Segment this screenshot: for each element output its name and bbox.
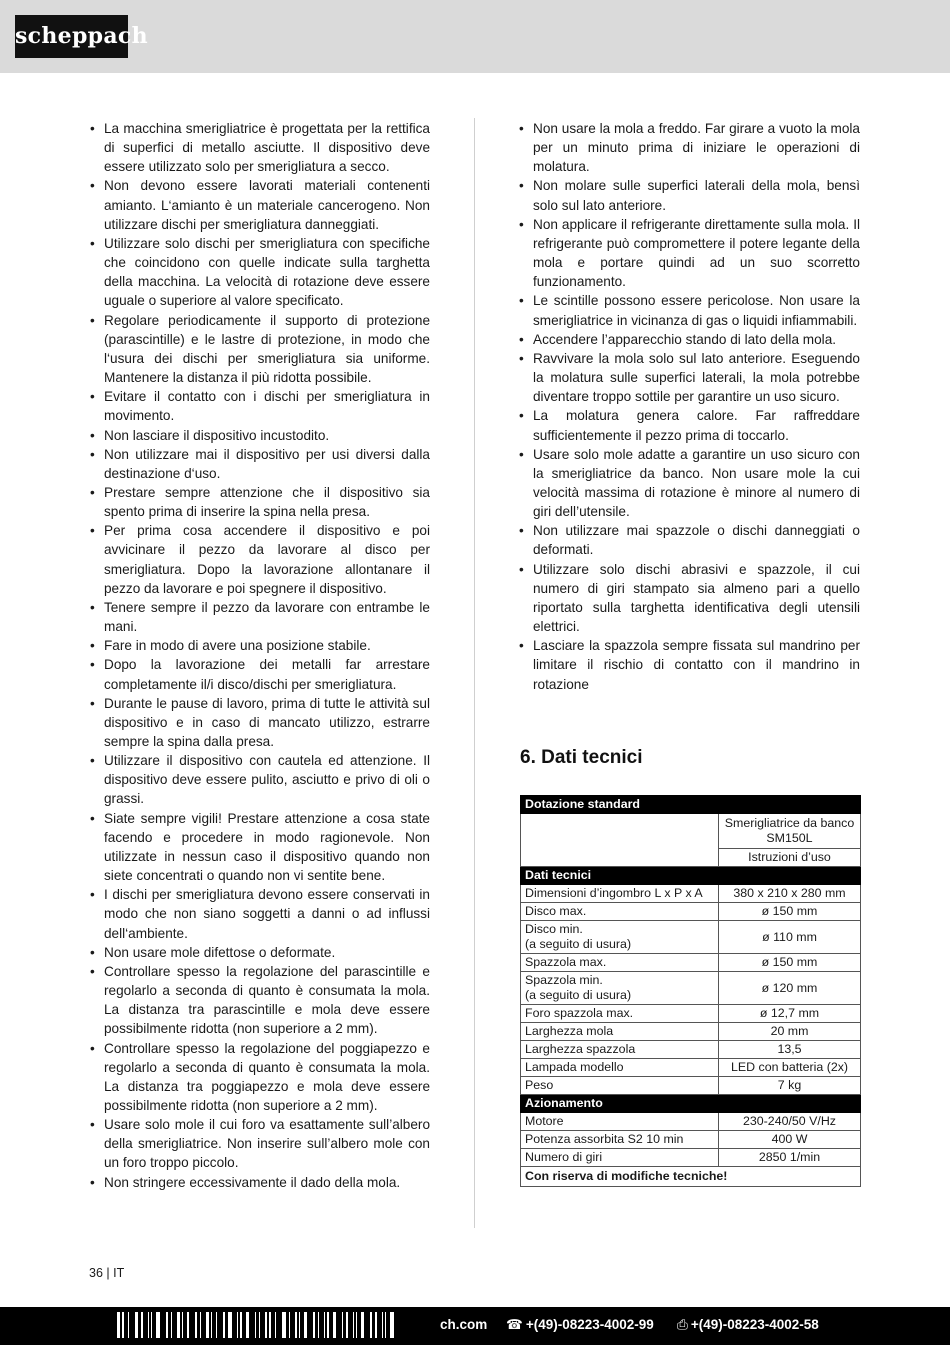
list-item: • La macchina smerigliatrice è progettata per la rettifica di superfici di metallo asciutte. Il dispositivo deve essere utilizzato solo per smerigliatura a secco. (89, 119, 430, 176)
table-row (521, 1023, 861, 1041)
left-column (89, 119, 430, 1192)
list-item: • Le scintille possono essere pericolose. Non usare la smerigliatrice in vicinanza di gas o liquidi infiammabili. (518, 291, 860, 329)
barcode-bar (385, 1312, 386, 1338)
table-cell-value: LED con batteria (2x) (719, 1059, 861, 1077)
list-item: • Fare in modo di avere una posizione stabile. (89, 636, 430, 655)
barcode-bar (318, 1312, 319, 1338)
barcode-bar (141, 1312, 143, 1338)
table-header-row (521, 1095, 861, 1113)
list-item: • Non utilizzare mai spazzole o dischi danneggiati o deformati. (518, 521, 860, 559)
barcode-bar (370, 1312, 372, 1338)
list-item: • Utilizzare il dispositivo con cautela ed attenzione. Il dispositivo deve essere pulito, asciutto e privo di oli o grassi. (89, 751, 430, 808)
barcode-bar (313, 1312, 315, 1338)
table-row (521, 921, 861, 954)
barcode-bar (356, 1312, 357, 1338)
barcode-bar (342, 1312, 343, 1338)
table-cell-label: Spazzola max. (521, 954, 719, 972)
table-row (521, 1113, 861, 1131)
table-cell-value: ø 150 mm (719, 954, 861, 972)
table-cell-value: 400 W (719, 1131, 861, 1149)
barcode-bar (275, 1312, 276, 1338)
barcode-bar (333, 1312, 336, 1338)
table-row (521, 1077, 861, 1095)
barcode-bar (269, 1312, 271, 1338)
table-header-row (521, 867, 861, 885)
list-item: • Regolare periodicamente il supporto di protezione (parascintille) e le lastre di protezione, in modo che l‘usura dei dischi per smerigliatura sia uniforme. Mantenere la distanza il più ridotta possibile. (89, 311, 430, 388)
table-cell-empty (521, 814, 719, 867)
section-title: 6. Dati tecnici (520, 747, 643, 768)
list-item: • Non utilizzare mai il dispositivo per usi diversi dalla destinazione d‘uso. (89, 445, 430, 483)
table-cell-value: 380 x 210 x 280 mm (719, 885, 861, 903)
barcode-bar (206, 1312, 209, 1338)
fax-icon: ⎙ (677, 1317, 688, 1332)
list-item: • Dopo la lavorazione dei metalli far arrestare completamente il/i disco/dischi per smerigliatura. (89, 655, 430, 693)
barcode-bar (195, 1312, 197, 1338)
barcode-bar (324, 1312, 325, 1338)
list-item: • Siate sempre vigili! Prestare attenzione a cosa state facendo e procedere in modo ragionevole. Non utilizzate in nessun caso il dispositivo quando non siete concentrati o quando non vi sentite bene. (89, 809, 430, 886)
label-line: (a seguito di usura) (525, 988, 632, 1002)
table-header-tech: Dati tecnici (521, 867, 861, 885)
barcode-bar (327, 1312, 329, 1338)
barcode-bar (128, 1312, 129, 1338)
footer-phone (506, 1317, 654, 1333)
table-row (521, 1131, 861, 1149)
list-item: • Accendere l’apparecchio stando di lato della mola. (518, 330, 860, 349)
table-row (521, 954, 861, 972)
footer-fax-number: +(49)-08223-4002-58 (690, 1317, 819, 1332)
list-item: • Non usare mole difettose o deformate. (89, 943, 430, 962)
table-footer-note: Con riserva di modifiche tecniche! (521, 1167, 861, 1187)
page-header (0, 0, 950, 73)
label-line: Disco min. (525, 922, 583, 936)
barcode-bar (259, 1312, 260, 1338)
barcode-bar (295, 1312, 297, 1338)
barcode-bar (223, 1312, 225, 1338)
list-item: • Non usare la mola a freddo. Far girare a vuoto la mola per un minuto prima di iniziare le operazioni di molatura. (518, 119, 860, 176)
barcode-bar (353, 1312, 354, 1338)
barcode-bar (122, 1312, 124, 1338)
table-cell-value: ø 12,7 mm (719, 1005, 861, 1023)
barcode-bar (211, 1312, 212, 1338)
barcode-bar (148, 1312, 149, 1338)
right-column (518, 119, 860, 694)
table-cell-label: Lampada modello (521, 1059, 719, 1077)
list-item: • Usare solo mole adatte a garantire un uso sicuro con la smerigliatrice da banco. Non usare mole la cui velocità massima di rotazione è minore al numero di giri dell’utensile. (518, 445, 860, 522)
barcode-bar (187, 1312, 189, 1338)
table-cell-value: ø 110 mm (719, 921, 861, 954)
column-divider (474, 118, 475, 1228)
list-item: • Tenere sempre il pezzo da lavorare con entrambe le mani. (89, 598, 430, 636)
barcode-bar (228, 1312, 232, 1338)
table-row (521, 1041, 861, 1059)
barcode-bar (282, 1312, 286, 1338)
table-cell-label (521, 972, 719, 1005)
list-item: • Utilizzare solo dischi abrasivi e spazzole, il cui numero di giri stampato sia almeno pari a quello riportato sulla targhetta identificativa degli utensili elettrici. (518, 560, 860, 637)
list-item: • Evitare il contatto con i dischi per smerigliatura in movimento. (89, 387, 430, 425)
table-cell-label: Numero di giri (521, 1149, 719, 1167)
table-row (521, 814, 861, 849)
barcode-bar (289, 1312, 290, 1338)
page-number: 36 | IT (89, 1266, 125, 1280)
table-row (521, 1149, 861, 1167)
table-cell-label: Foro spazzola max. (521, 1005, 719, 1023)
barcode-bar (265, 1312, 267, 1338)
list-item: • Controllare spesso la regolazione del poggiapezzo e regolarlo a seconda di quanto è consumata la mola. La distanza tra poggiapezzo e mola deve essere possibilmente ridotta (non superiore a 2 mm). (89, 1039, 430, 1116)
list-item: • Utilizzare solo dischi per smerigliatura con specifiche che coincidono con quelle indicate sulla targhetta della macchina. La velocità di rotazione deve essere uguale o superiore al valore specificato. (89, 234, 430, 311)
list-item: • Non stringere eccessivamente il dado della mola. (89, 1173, 430, 1192)
list-item: • Usare solo mole il cui foro va esattamente sull’albero della smerigliatrice. Non inserire sull’albero mole con un foro troppo piccolo. (89, 1115, 430, 1172)
barcode-bar (135, 1312, 138, 1338)
list-item: • La molatura genera calore. Far raffreddare sufficientemente il pezzo prima di toccarlo. (518, 406, 860, 444)
table-cell-label: Larghezza spazzola (521, 1041, 719, 1059)
list-item: • Per prima cosa accendere il dispositivo e poi avvicinare il pezzo da lavorare al disco per smerigliatura. Dopo la lavorazione allontanare il pezzo da lavorare e poi spegnere il dispositivo. (89, 521, 430, 598)
tech-data-table (520, 795, 861, 1187)
footer-phone-number: +(49)-08223-4002-99 (525, 1317, 654, 1332)
brand-logo: scheppach (15, 15, 128, 58)
barcode-bar (375, 1312, 377, 1338)
table-cell-label: Peso (521, 1077, 719, 1095)
barcode-bar (390, 1312, 394, 1338)
barcode-bar (177, 1312, 180, 1338)
list-item: • I dischi per smerigliatura devono essere conservati in modo che non siano soggetti a danni o ad influssi dell‘ambiente. (89, 885, 430, 942)
barcode-graphic (117, 1312, 400, 1338)
table-cell-value: 2850 1/min (719, 1149, 861, 1167)
barcode-bar (299, 1312, 300, 1338)
table-header-row (521, 796, 861, 814)
table-cell-value: ø 120 mm (719, 972, 861, 1005)
list-item: • Non molare sulle superfici laterali della mola, bensì solo sul lato anteriore. (518, 176, 860, 214)
list-item: • Non lasciare il dispositivo incustodito. (89, 426, 430, 445)
barcode-bar (166, 1312, 168, 1338)
table-cell-label: Disco max. (521, 903, 719, 921)
table-row (521, 885, 861, 903)
footer-website: ch.com (440, 1317, 488, 1332)
barcode-bar (240, 1312, 242, 1338)
barcode-bar (246, 1312, 249, 1338)
list-item: • Non applicare il refrigerante direttamente sulla mola. Il refrigerante può compromettere il potere legante della mola e portare quindi ad un suo scorretto funzionamento. (518, 215, 860, 292)
table-row (521, 1059, 861, 1077)
list-item: • Controllare spesso la regolazione del parascintille e regolarlo a seconda di quanto è consumata la mola. La distanza tra parascintille e mola deve essere possibilmente ridotta (non superiore a 2 mm). (89, 962, 430, 1039)
barcode-bar (156, 1312, 160, 1338)
table-cell-label: Larghezza mola (521, 1023, 719, 1041)
list-item: • Prestare sempre attenzione che il dispositivo sia spento prima di inserire la spina nella presa. (89, 483, 430, 521)
table-cell-value: 230-240/50 V/Hz (719, 1113, 861, 1131)
table-header-drive: Azionamento (521, 1095, 861, 1113)
safety-list-left (89, 119, 430, 1192)
table-cell-label: Potenza assorbita S2 10 min (521, 1131, 719, 1149)
barcode-bar (382, 1312, 383, 1338)
table-cell-value: 7 kg (719, 1077, 861, 1095)
table-row (521, 1005, 861, 1023)
table-cell-label: Motore (521, 1113, 719, 1131)
barcode-bar (117, 1312, 120, 1338)
list-item: • Durante le pause di lavoro, prima di tutte le attività sul dispositivo e in caso di mancato utilizzo, estrarre sempre la spina dalla presa. (89, 694, 430, 751)
barcode-bar (200, 1312, 201, 1338)
barcode-bar (151, 1312, 152, 1338)
table-footer-row (521, 1167, 861, 1187)
list-item: • Lasciare la spazzola sempre fissata sul mandrino per limitare il rischio di contatto con il mandrino in rotazione (518, 636, 860, 693)
barcode-bar (171, 1312, 172, 1338)
table-cell-label: Dimensioni d’ingombro L x P x A (521, 885, 719, 903)
label-line: (a seguito di usura) (525, 937, 632, 951)
barcode-bar (255, 1312, 256, 1338)
list-item: • Non devono essere lavorati materiali contenenti amianto. L‘amianto è un materiale cancerogeno. Non utilizzare dischi per smerigliatura danneggiati. (89, 176, 430, 233)
table-cell-value: Smerigliatrice da banco SM150L (719, 814, 861, 849)
table-cell-value: 13,5 (719, 1041, 861, 1059)
label-line: Spazzola min. (525, 973, 603, 987)
barcode-bar (304, 1312, 307, 1338)
barcode-bar (361, 1312, 364, 1338)
table-cell-value: Istruzioni d’uso (719, 849, 861, 867)
table-header-standard: Dotazione standard (521, 796, 861, 814)
table-cell-value: 20 mm (719, 1023, 861, 1041)
barcode-bar (182, 1312, 183, 1338)
footer-fax (677, 1317, 819, 1333)
barcode-bar (216, 1312, 217, 1338)
barcode-bar (237, 1312, 238, 1338)
list-item: • Ravvivare la mola solo sul lato anteriore. Eseguendo la molatura sulle superfici laterali, la mola potrebbe diventare troppo sottile per garantire un uso sicuro. (518, 349, 860, 406)
table-row (521, 972, 861, 1005)
safety-list-right (518, 119, 860, 694)
table-row (521, 903, 861, 921)
table-cell-label (521, 921, 719, 954)
table-cell-value: ø 150 mm (719, 903, 861, 921)
phone-icon: ☎ (506, 1317, 523, 1332)
barcode-bar (346, 1312, 348, 1338)
